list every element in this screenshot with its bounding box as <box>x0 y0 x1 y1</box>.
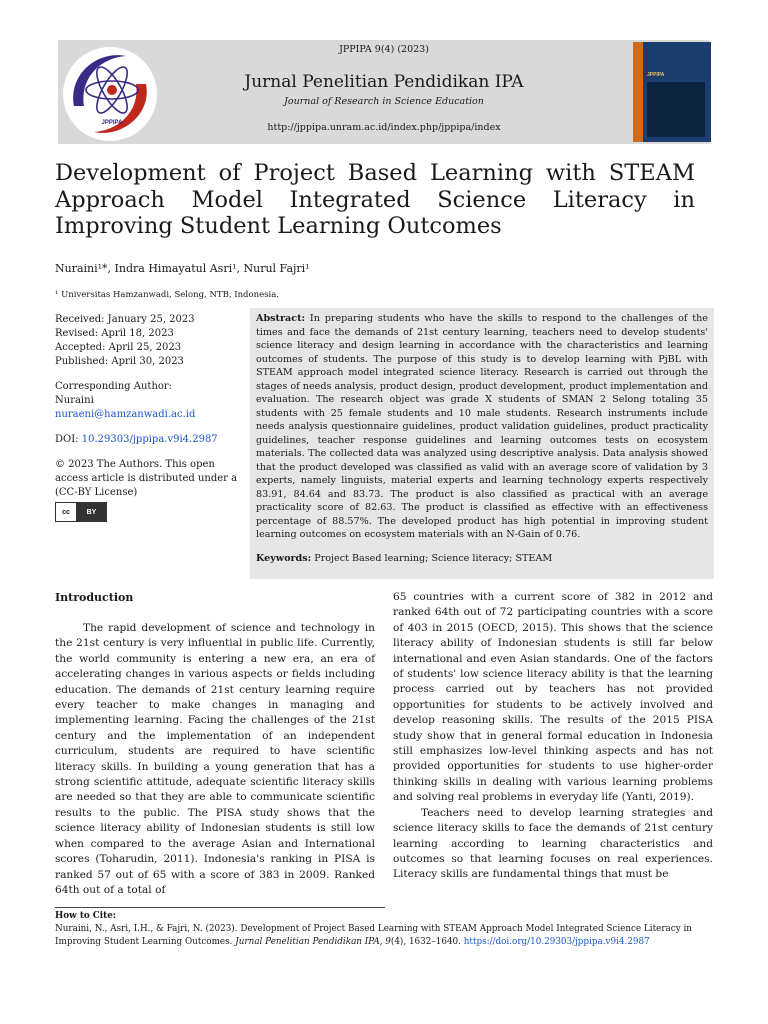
article-title: Development of Project Based Learning with STEAM Approach Model Integrated Science Literacy in Improving Student Learning Outcomes <box>55 160 695 239</box>
corresponding-name: Nuraini <box>55 395 94 406</box>
author-list: Nuraini¹*, Indra Himayatul Asri¹, Nurul Fajri¹ <box>55 262 310 275</box>
article-info-sidebar <box>55 313 240 522</box>
cite-label: How to Cite: <box>55 911 117 921</box>
corresponding-label: Corresponding Author: <box>55 381 173 392</box>
intro-paragraph-1: The rapid development of science and technology in the 21st century is very influential in public life. Currently, the world community is entering a new era, an era of accelerating changes in various aspects or fields including education. The demands of 21st century learning require every teacher to make changes in managing and implementing learning. Facing the challenges of the 21st century and the implementation of an independent curriculum, students are required to have scientific literacy skills. In building a young generation that has a strong scientific attitude, adequate scientific literacy skills are needed so that they are able to communicate scientific results to the public. The PISA study shows that the science literacy ability of Indonesian students is still low when compared to the average Asian and International scores (Toharudin, 2011). Indonesia's ranking in PISA is ranked 57 out of 65 with a score of 383 in 2009. Ranked 64th out of a total of <box>55 622 375 896</box>
journal-url[interactable]: http://jppipa.unram.ac.id/index.php/jppipa/index <box>267 122 501 133</box>
journal-title: Jurnal Penelitian Pendidikan IPA <box>244 72 524 92</box>
keywords-line <box>256 552 708 566</box>
received-date: Received: January 25, 2023 <box>55 314 195 325</box>
cc-icon: cc <box>56 503 77 521</box>
cite-pages: (4), 1632–1640. <box>390 936 461 947</box>
journal-volume: JPPIPA 9(4) (2023) <box>339 44 429 55</box>
cite-text: Nuraini, N., Asri, I.H., & Fajri, N. (2023). Development of Project Based Learning with STEAM Approach Model Integrated Science Literacy in Improving Student Learning Outcomes. <box>55 923 692 947</box>
abstract-text: In preparing students who have the skills to respond to the challenges of the times and face the demands of 21st century learning, teachers need to develop students' science literacy and design learning in accordance with the characteristics and learning outcomes of students. The purpose of this study is to develop learning with PjBL with STEAM approach model integrated science literacy. Research is carried out through the stages of needs analysis, product design, product development, product implementation and evaluation. The research object was grade X students of SMAN 2 Selong totaling 35 students with 25 female students and 10 male students. Research instruments include needs analysis questionnaire guidelines, product validation guidelines, product practicality guidelines, teacher response guidelines and learning outcomes tests on ecosystem materials. The collected data was analyzed using descriptive analysis. Data analysis showed that the product developed was classified as valid with an average score of validation by 3 experts, namely linguists, material experts and learning technology experts respectively 83.91, 84.64 and 83.73. The product is also classified as practical with an average practicality score of 82.63. The product is classified as effective with an effectiveness percentage of 88.57%. The developed product has high potential in improving student learning outcomes on ecosystem materials with an N-Gain of 0.76. <box>256 313 708 540</box>
intro-paragraph-2: 65 countries with a current score of 382 in 2012 and ranked 64th out of 72 participating countries with a score of 403 in 2015 (OECD, 2015). This shows that the science literacy ability of Indonesian students is still far below international and even Asian standards. One of the factors of students' low science literacy ability is that the learning process carried out by teachers has not provided opportunities for students to be actively involved and develop reasoning skills. The results of the 2015 PISA study show that in general formal education in Indonesia still emphasizes low-level thinking aspects and has not provided opportunities for students to use higher-order thinking skills in dealing with various learning problems and solving real problems in everyday life (Yanti, 2019). <box>393 591 713 804</box>
doi-line <box>55 433 240 447</box>
by-icon: BY <box>77 503 106 521</box>
corresponding-email[interactable]: nuraeni@hamzanwadi.ac.id <box>55 409 196 420</box>
abstract-box <box>250 308 714 579</box>
journal-subtitle: Journal of Research in Science Education <box>284 96 484 107</box>
affiliation: ¹ Universitas Hamzanwadi, Selong, NTB, Indonesia. <box>55 290 279 300</box>
cover-title: JPPIPA <box>647 72 665 78</box>
keywords-label: Keywords: <box>256 552 312 564</box>
body-column-right <box>393 590 713 883</box>
abstract-label: Abstract: <box>256 313 306 324</box>
revised-date: Revised: April 18, 2023 <box>55 328 174 339</box>
intro-paragraph-3: Teachers need to develop learning strategies and science literacy skills to face the demands of 21st century learning according to learning characteristics and outcomes so that learning focuses on real experiences. Literacy skills are fundamental things that must be <box>393 806 713 881</box>
cite-doi-link[interactable]: https://doi.org/10.29303/jppipa.v9i4.2987 <box>463 936 650 947</box>
doi-label: DOI: <box>55 434 79 445</box>
abstract-body <box>256 312 708 542</box>
published-date: Published: April 30, 2023 <box>55 356 184 367</box>
body-column-left <box>55 621 375 898</box>
how-to-cite <box>55 910 715 948</box>
doi-link[interactable]: 10.29303/jppipa.v9i4.2987 <box>81 434 218 445</box>
keywords-text: Project Based learning; Science literacy; STEAM <box>314 552 553 564</box>
logo-text: JPPIPA <box>101 120 123 126</box>
introduction-heading: Introduction <box>55 591 134 604</box>
cite-journal: Jurnal Penelitian Pendidikan IPA, 9 <box>235 936 391 947</box>
footer-rule <box>55 907 385 908</box>
cc-by-badge[interactable] <box>55 502 107 522</box>
license-text: © 2023 The Authors. This open access article is distributed under a (CC-BY License) <box>55 459 238 498</box>
accepted-date: Accepted: April 25, 2023 <box>55 342 182 353</box>
